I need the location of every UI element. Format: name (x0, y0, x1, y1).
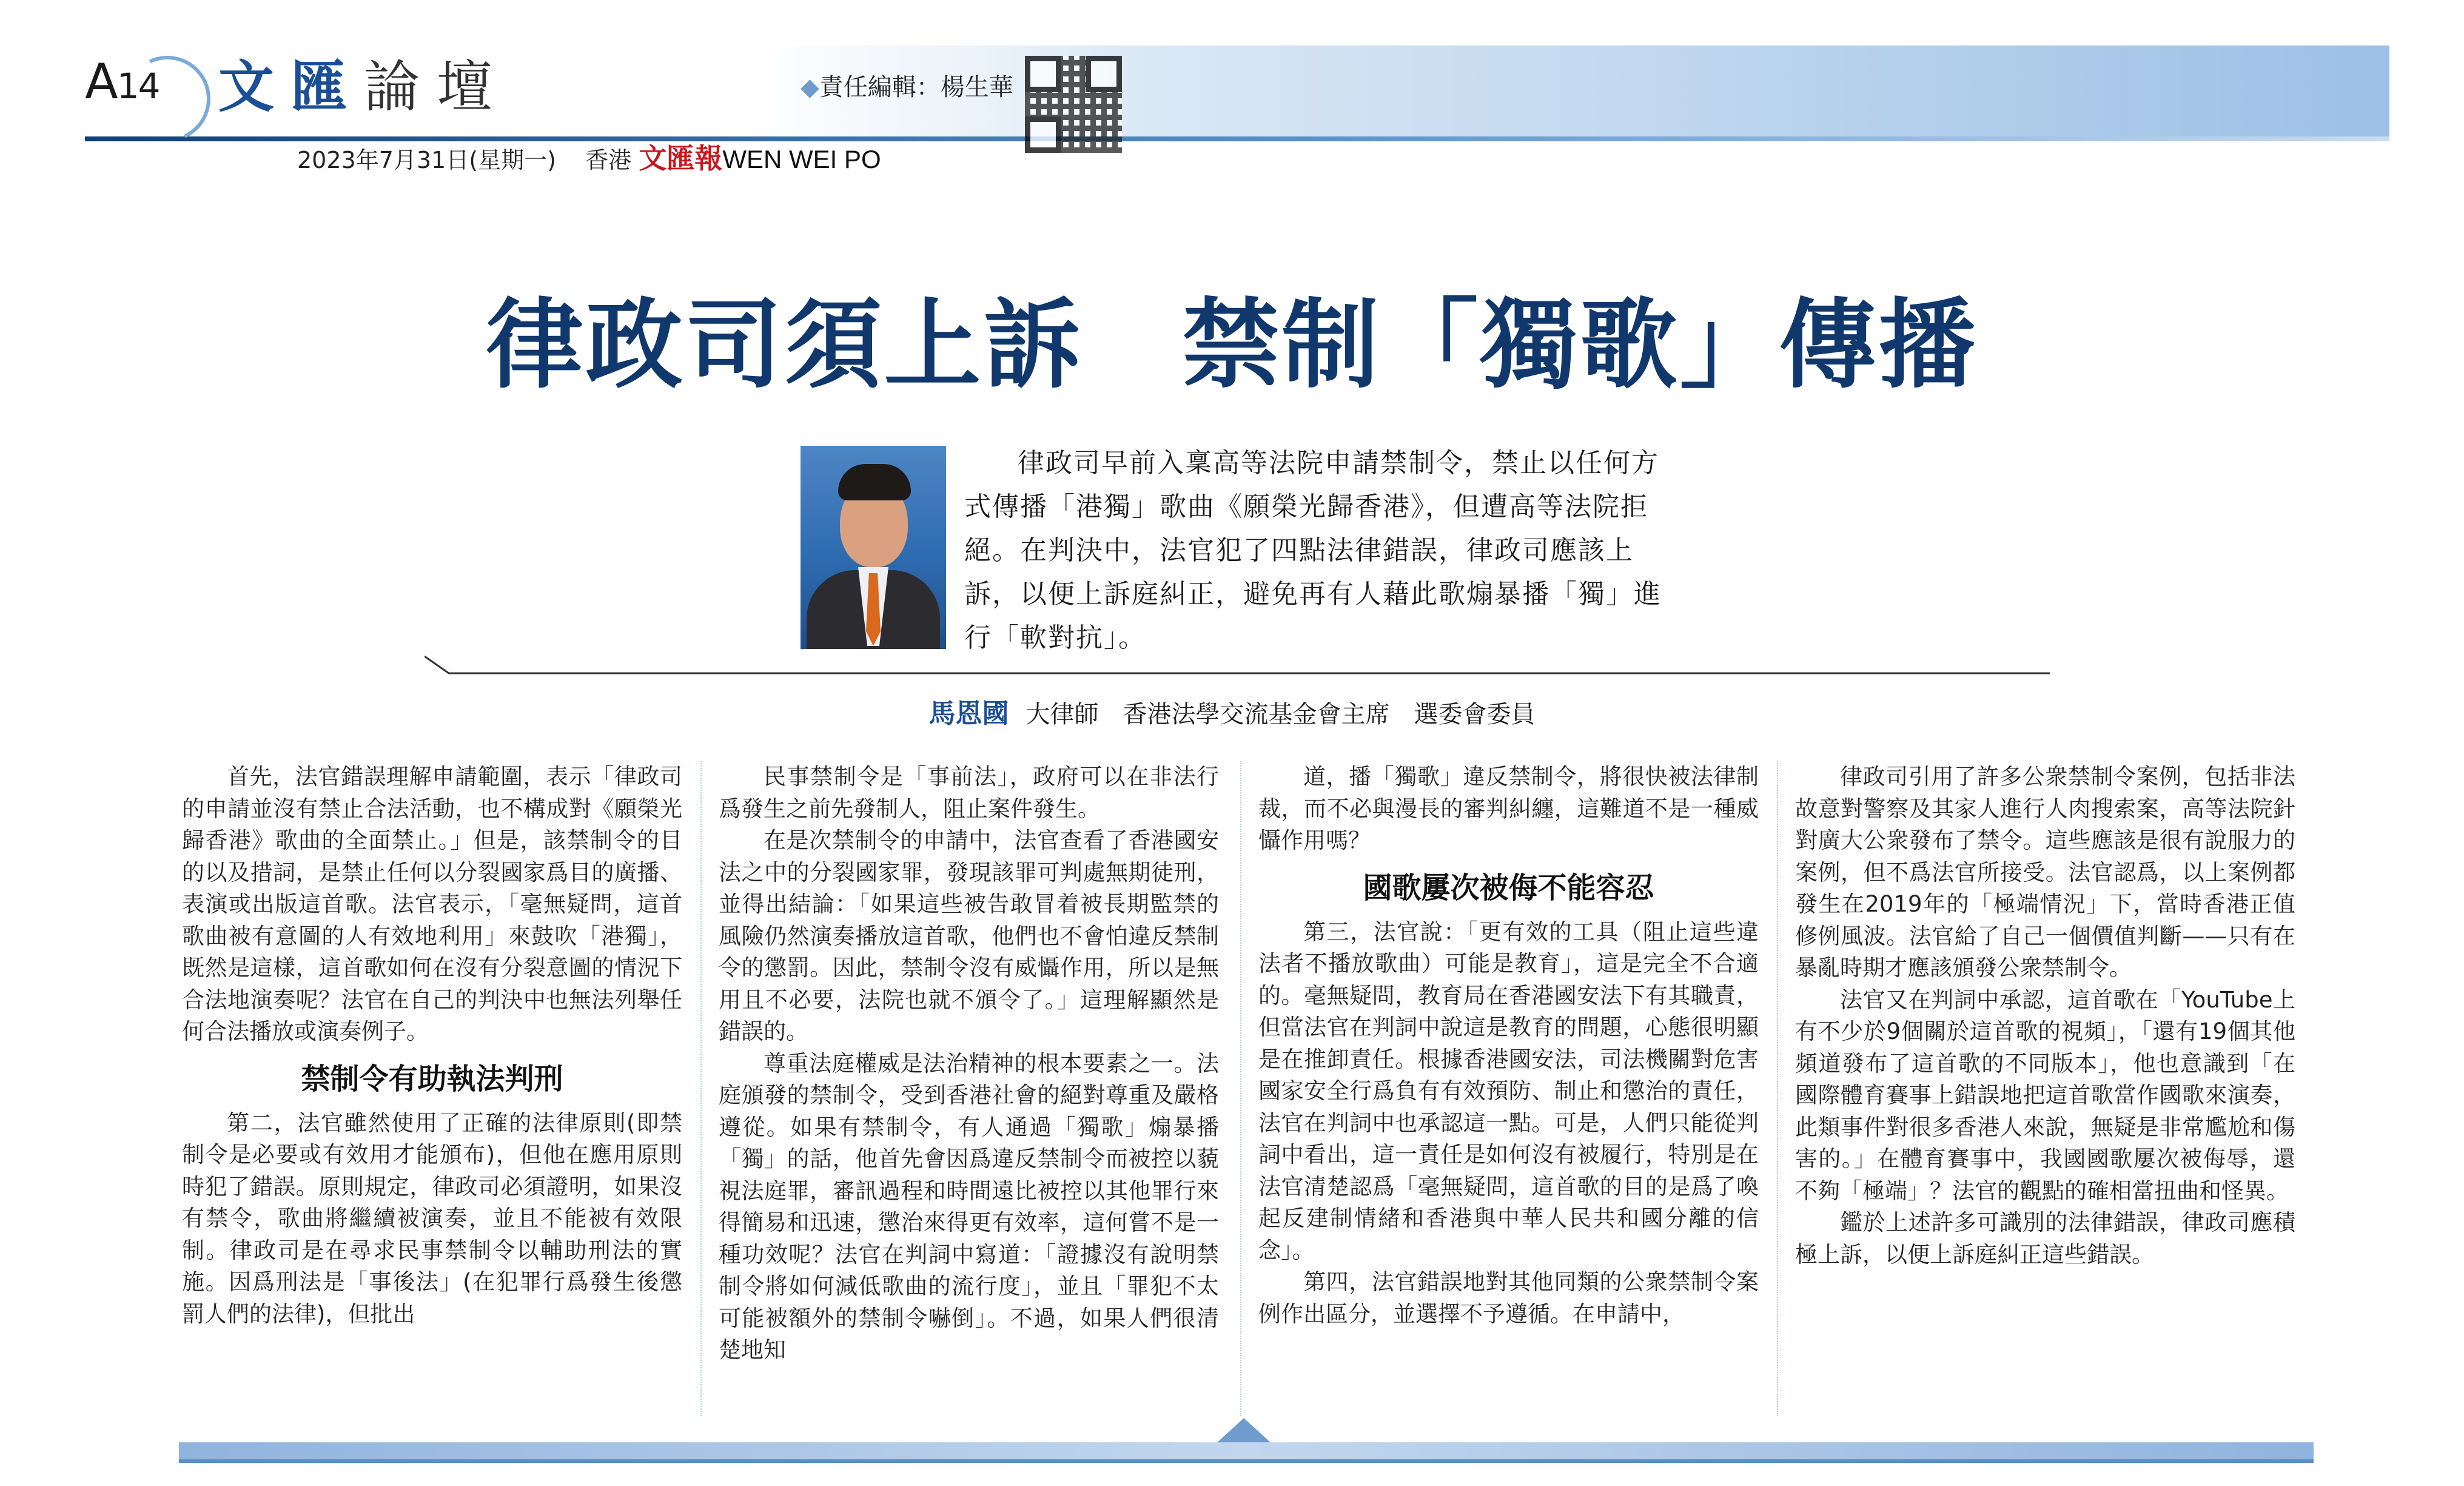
section-title (218, 42, 509, 123)
paragraph: 律政司引用了許多公衆禁制令案例，包括非法故意對警察及其家人進行人肉搜索案，高等法院針對廣大公衆發布了禁令。這些應該是很有說服力的案例，但不爲法官所接受。法官認爲，以上案例都發生在2019年的「極端情況」下，當時香港正值修例風波。法官給了自己一個價值判斷——只有在暴亂時期才應該頒發公衆禁制令。 (1795, 764, 2295, 981)
intro-paragraph: 律政司早前入稟高等法院申請禁制令，禁止以任何方式傳播「港獨」歌曲《願榮光歸香港》，但遭高等法院拒絕。在判決中，法官犯了四點法律錯誤，律政司應該上訴，以便上訴庭糾正，避免再有人藉此歌煽暴播「獨」進行「軟對抗」。 (964, 448, 1662, 653)
footer-band (179, 1442, 2314, 1459)
brand-logo: 文匯報 (639, 142, 723, 175)
subheading: 禁制令有助執法判刑 (301, 1061, 563, 1096)
paragraph: 法官又在判詞中承認，這首歌在「YouTube上有不少於9個關於這首歌的視頻」，「還有19個其他頻道發布了這首歌的不同版本」，他也意識到「在國際體育賽事上錯誤地把這首歌當作國歌來演奏，此類事件對很多香港人來說，無疑是非常尷尬和傷害的。」在體育賽事中，我國國歌屢次被侮辱，還不夠「極端」？法官的觀點的確相當扭曲和怪異。 (1795, 986, 2295, 1204)
publication-date: 2023年7月31日(星期一) (297, 147, 556, 173)
page-prefix: A (85, 53, 117, 110)
column-divider (1240, 761, 1241, 1416)
section-title-main: 文匯 (218, 55, 364, 119)
section-title-sub: 論壇 (364, 55, 510, 119)
article-column-2 (719, 761, 1219, 1367)
headline: 律政司須上訴 禁制「獨歌」傳播 (486, 287, 1978, 402)
page-number-value: 14 (116, 66, 159, 107)
qr-code-icon[interactable] (1025, 56, 1122, 153)
subheading: 國歌屢次被侮不能容忍 (1363, 870, 1654, 905)
paragraph: 在是次禁制令的申請中，法官查看了香港國安法之中的分裂國家罪，發現該罪可判處無期徒刑，並得出結論：「如果這些被告敢冒着被長期監禁的風險仍然演奏播放這首歌，他們也不會怕違反禁制令的懲罰。因此，禁制令沒有威懾作用，所以是無用且不必要，法院也就不頒令了。」這理解顯然是錯誤的。 (719, 827, 1219, 1044)
author-title: 大律師 香港法學交流基金會主席 選委會委員 (1026, 701, 1536, 728)
article-column-3 (1258, 761, 1759, 1330)
paragraph: 尊重法庭權威是法治精神的根本要素之一。法庭頒發的禁制令，受到香港社會的絕對尊重及嚴格遵從。如果有禁制令，有人通過「獨歌」煽暴播「獨」的話，他首先會因爲違反禁制令而被控以藐視法庭罪，審訊過程和時間遠比被控以其他罪行來得簡易和迅速，懲治來得更有效率，這何嘗不是一種功效呢？法官在判詞中寫道：「證據沒有說明禁制令將如何減低歌曲的流行度」，並且「罪犯不太可能被額外的禁制令嚇倒」。不過，如果人們很清楚地知 (719, 1050, 1219, 1363)
city: 香港 (585, 147, 632, 173)
page-number (85, 53, 159, 110)
diamond-icon: ◆ (801, 73, 819, 101)
author-photo (801, 446, 946, 649)
footer-triangle-icon (1216, 1418, 1272, 1444)
brand-english: WEN WEI PO (722, 145, 881, 173)
paragraph: 首先，法官錯誤理解申請範圍，表示「律政司的申請並沒有禁止合法活動，也不構成對《願榮光歸香港》歌曲的全面禁止。」但是，該禁制令的目的以及措詞，是禁止任何以分裂國家爲目的廣播、表演或出版這首歌。法官表示，「毫無疑問，這首歌曲被有意圖的人有效地利用」來鼓吹「港獨」，既然是這樣，這首歌如何在沒有分裂意圖的情況下合法地演奏呢？法官在自己的判決中也無法列舉任何合法播放或演奏例子。 (182, 764, 682, 1044)
byline (0, 691, 2464, 730)
editor-name: 責任編輯：楊生華 (819, 73, 1013, 101)
author-name: 馬恩國 (928, 698, 1009, 729)
paragraph: 第三，法官說：「更有效的工具（阻止這些違法者不播放歌曲）可能是教育」，這是完全不合適的。毫無疑問，教育局在香港國安法下有其職責，但當法官在判詞中說這是教育的問題，心態很明顯是在推卸責任。根據香港國安法，司法機關對危害國家安全行爲負有有效預防、制止和懲治的責任，法官在判詞中也承認這一點。可是，人們只能從判詞中看出，這一責任是如何沒有被履行，特別是在法官清楚認爲「毫無疑問，這首歌的目的是爲了喚起反建制情緒和香港與中華人民共和國分離的信念」。 (1258, 918, 1759, 1263)
paragraph: 第二，法官雖然使用了正確的法律原則(即禁制令是必要或有效用才能頒布)，但他在應用原則時犯了錯誤。原則規定，律政司必須證明，如果沒有禁令，歌曲將繼續被演奏，並且不能被有效限制。律政司是在尋求民事禁制令以輔助刑法的實施。因爲刑法是「事後法」(在犯罪行爲發生後懲罰人們的法律)，但批出 (182, 1109, 682, 1327)
paragraph: 民事禁制令是「事前法」，政府可以在非法行爲發生之前先發制人，阻止案件發生。 (719, 764, 1219, 822)
column-divider (700, 761, 702, 1416)
dateline (297, 136, 881, 177)
paragraph: 道，播「獨歌」違反禁制令，將很快被法律制裁，而不必與漫長的審判糾纏，這難道不是一種威懾作用嗎？ (1258, 764, 1759, 853)
paragraph: 鑑於上述許多可識別的法律錯誤，律政司應積極上訴，以便上訴庭糾正這些錯誤。 (1795, 1209, 2295, 1268)
article-column-1 (182, 761, 682, 1330)
footer-rule (179, 1459, 2314, 1463)
paragraph: 第四，法官錯誤地對其他同類的公衆禁制令案例作出區分，並選擇不予遵循。在申請中， (1258, 1269, 1759, 1327)
article-column-4 (1795, 761, 2295, 1271)
editor-credit (801, 68, 1013, 103)
intro-divider (425, 655, 2062, 679)
column-divider (1777, 761, 1778, 1416)
